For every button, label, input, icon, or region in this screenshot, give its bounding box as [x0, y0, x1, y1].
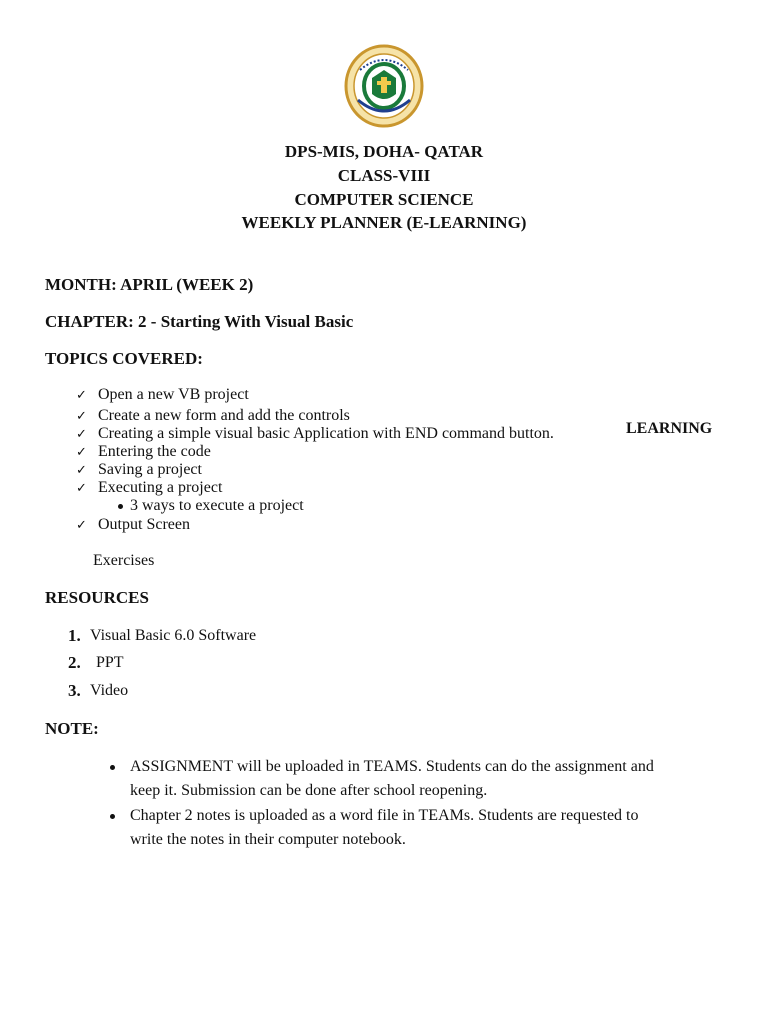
school-crest-icon: [344, 44, 424, 128]
note-heading: NOTE:: [45, 719, 99, 738]
resource-label: PPT: [96, 654, 124, 671]
bullet-icon: [110, 814, 115, 819]
checkmark-icon: ✓: [76, 462, 87, 477]
checkmark-icon: ✓: [76, 408, 87, 423]
checkmark-icon: ✓: [76, 426, 87, 441]
school-logo: [344, 44, 424, 128]
topic-label: Executing a project: [98, 479, 223, 496]
topic-label: Saving a project: [98, 461, 202, 478]
class-title: CLASS-VIII: [337, 166, 431, 185]
topics-heading: TOPICS COVERED:: [45, 349, 203, 368]
learning-label: LEARNING: [626, 420, 713, 437]
topic-label: Output Screen: [98, 516, 190, 533]
resource-label: Visual Basic 6.0 Software: [90, 627, 257, 644]
sub-topic-label: 3 ways to execute a project: [130, 497, 304, 514]
school-name: DPS-MIS, DOHA- QATAR: [284, 142, 484, 161]
bullet-icon: [110, 765, 115, 770]
resource-number: 1.: [68, 626, 81, 645]
resource-number: 2.: [68, 653, 81, 672]
topic-label: Create a new form and add the controls: [98, 407, 350, 424]
subject-title: COMPUTER SCIENCE: [294, 190, 474, 209]
checkmark-icon: ✓: [76, 387, 87, 402]
resources-heading: RESOURCES: [45, 588, 149, 607]
resource-label: Video: [90, 682, 129, 699]
topic-label: Entering the code: [98, 443, 211, 460]
month-heading: MONTH: APRIL (WEEK 2): [45, 275, 254, 294]
note-line: ASSIGNMENT will be uploaded in TEAMS. Students can do the assignment and: [130, 758, 654, 775]
checkmark-icon: ✓: [76, 517, 87, 532]
note-line: Chapter 2 notes is uploaded as a word file in TEAMs. Students are requested to: [130, 807, 639, 824]
resource-number: 3.: [68, 681, 81, 700]
planner-title: WEEKLY PLANNER (E-LEARNING): [241, 213, 527, 232]
note-line: write the notes in their computer notebook.: [130, 831, 406, 848]
chapter-heading: CHAPTER: 2 - Starting With Visual Basic: [45, 312, 354, 331]
bullet-icon: [118, 504, 123, 509]
exercises-label: Exercises: [93, 552, 155, 569]
note-line: keep it. Submission can be done after school reopening.: [130, 782, 488, 799]
checkmark-icon: ✓: [76, 480, 87, 495]
topic-label: Creating a simple visual basic Application with END command button.: [98, 425, 554, 442]
checkmark-icon: ✓: [76, 444, 87, 459]
topic-label: Open a new VB project: [98, 386, 249, 403]
